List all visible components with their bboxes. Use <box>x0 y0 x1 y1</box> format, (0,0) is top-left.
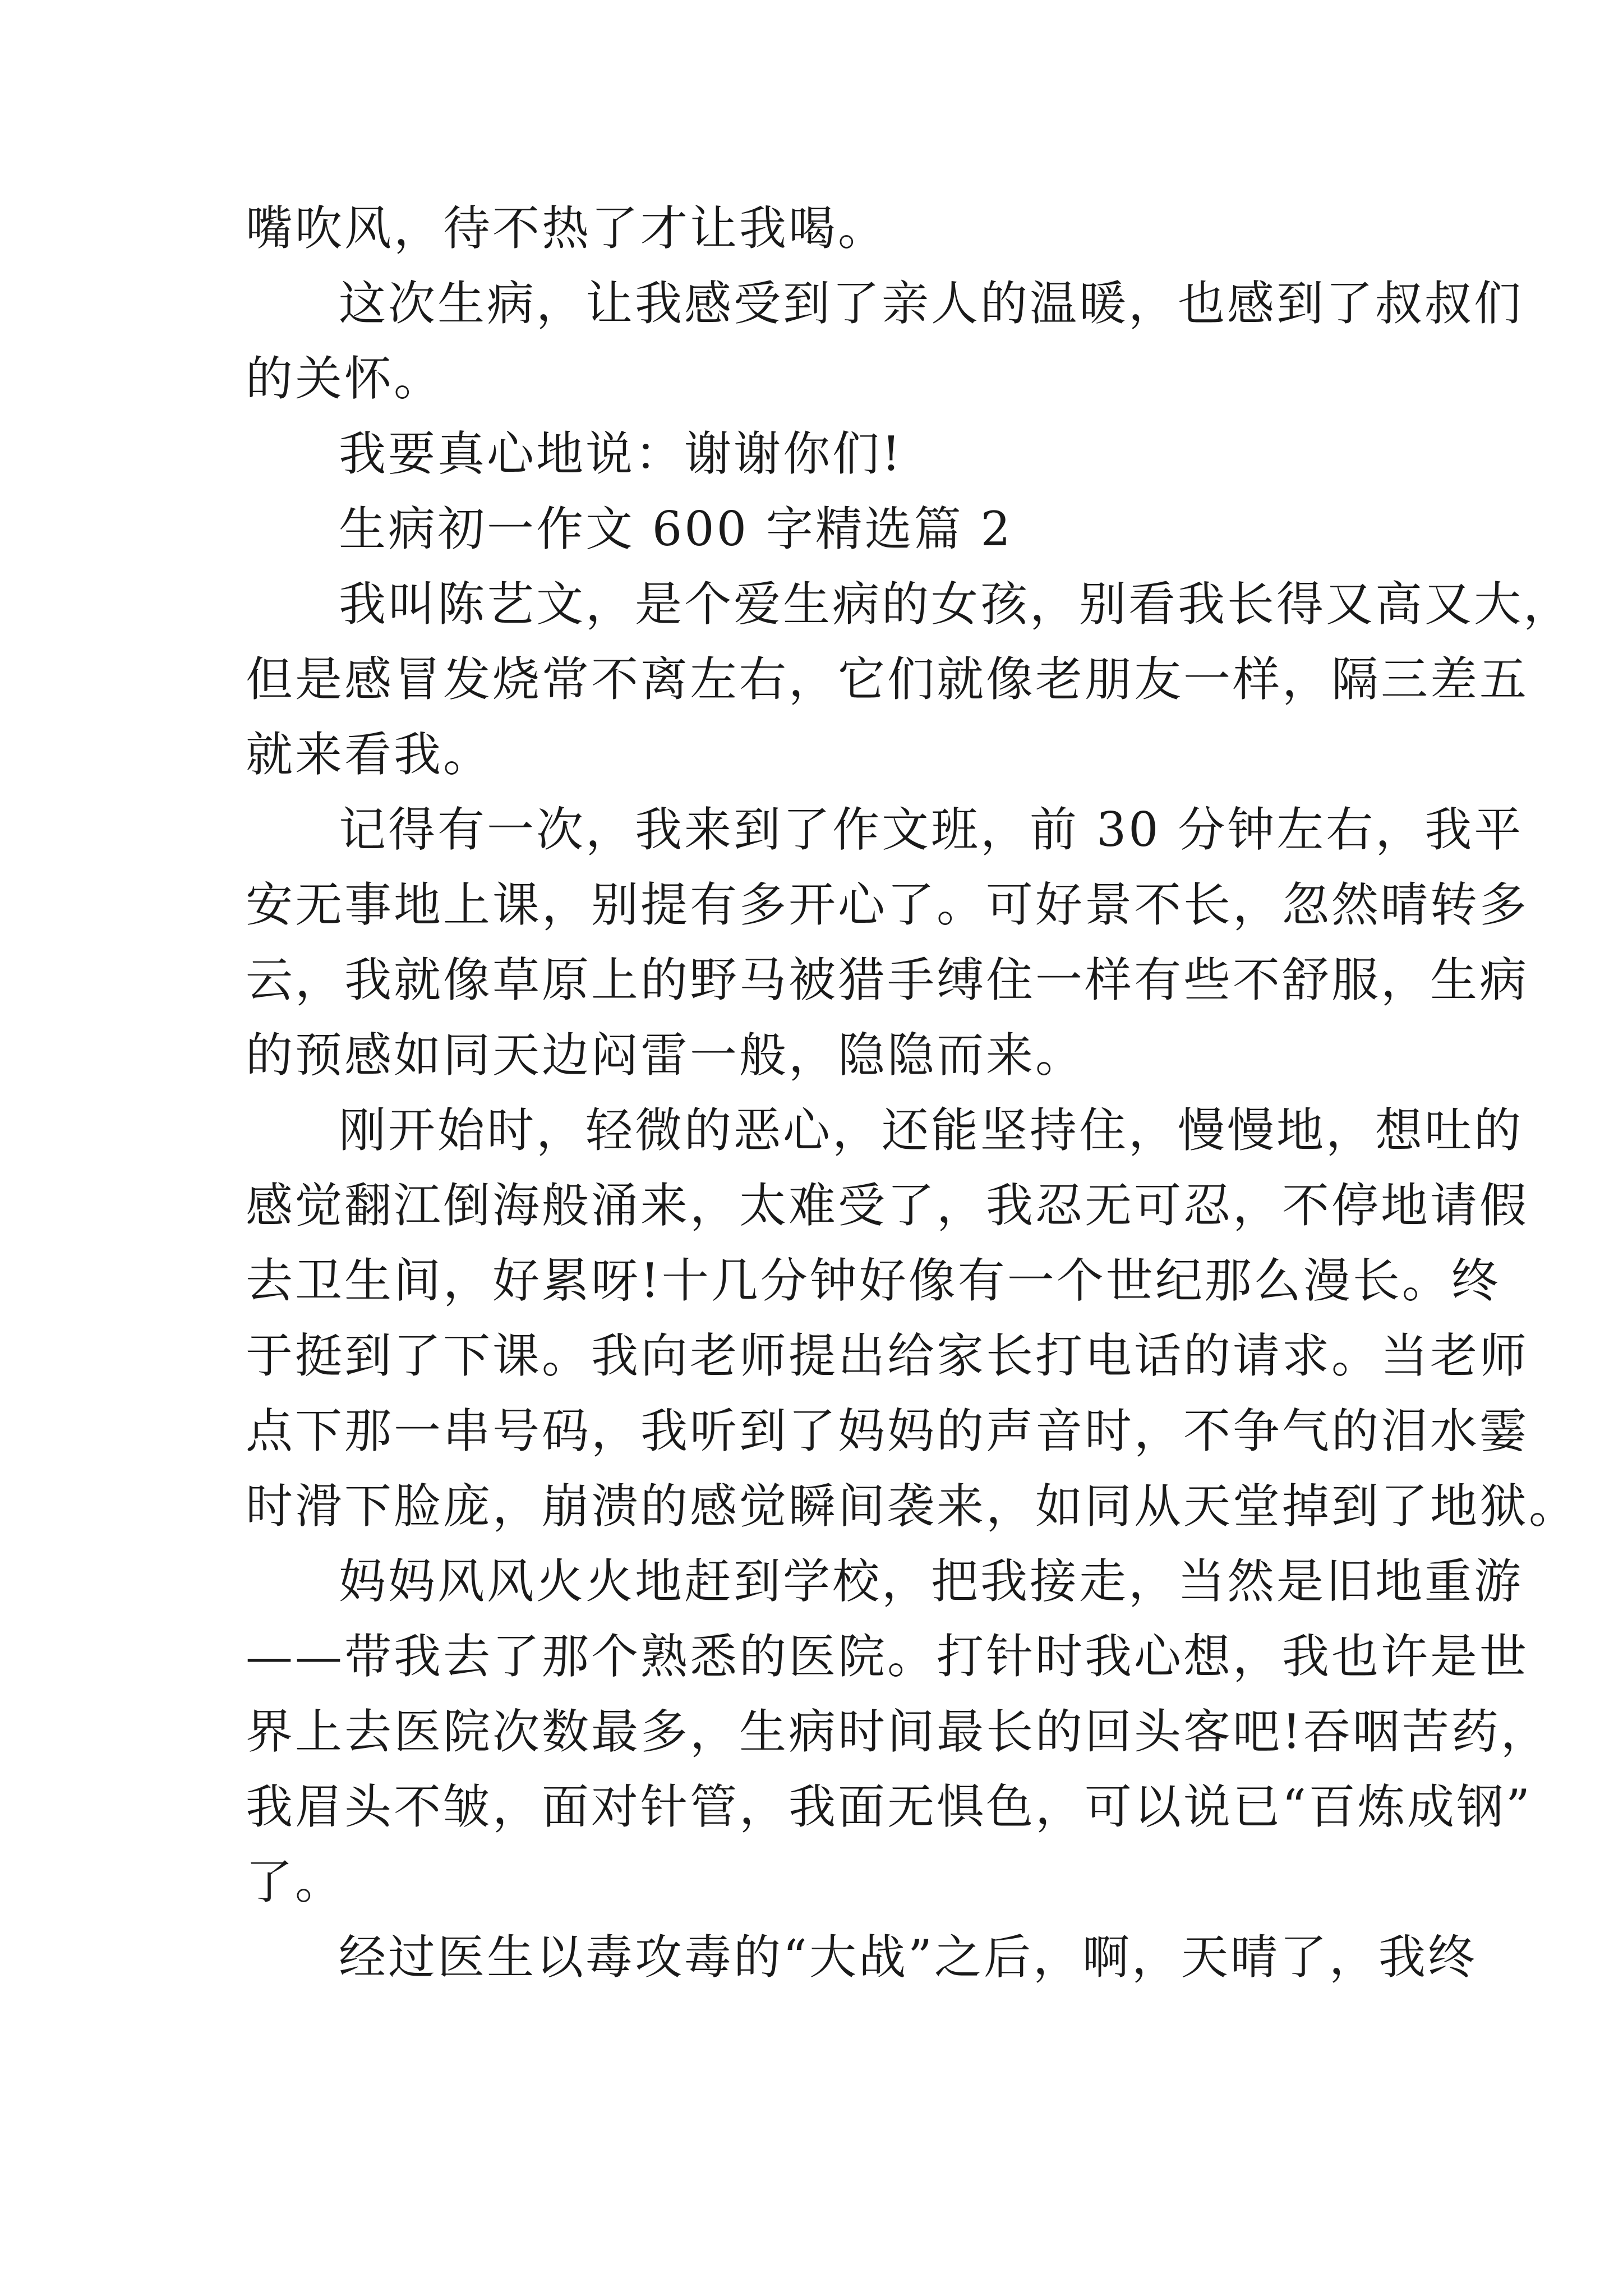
text-line: 于挺到了下课。我向老师提出给家长打电话的请求。当老师 <box>246 1328 1529 1383</box>
text-line: 的预感如同天边闷雷一般，隐隐而来。 <box>246 1028 1085 1083</box>
text-line: 这次生病，让我感受到了亲人的温暖，也感到了叔叔们 <box>339 276 1524 331</box>
text-line: 妈妈风风火火地赶到学校，把我接走，当然是旧地重游 <box>339 1554 1524 1609</box>
text-line: 我要真心地说：谢谢你们! <box>339 426 903 481</box>
text-line: 感觉翻江倒海般涌来，太难受了，我忍无可忍，不停地请假 <box>246 1178 1529 1233</box>
article-body <box>246 191 1579 1995</box>
text-line: 点下那一串号码，我听到了妈妈的声音时，不争气的泪水霎 <box>246 1404 1529 1458</box>
text-line: 时滑下脸庞，崩溃的感觉瞬间袭来，如同从天堂掉到了地狱。 <box>246 1479 1579 1534</box>
text-line: 我叫陈艺文，是个爱生病的女孩，别看我长得又高又大， <box>339 577 1573 632</box>
text-line: 去卫生间，好累呀!十几分钟好像有一个世纪那么漫长。终 <box>246 1253 1501 1308</box>
text-line: 我眉头不皱，面对针管，我面无惧色，可以说已“百炼成钢” <box>246 1779 1532 1834</box>
text-line: 刚开始时，轻微的恶心，还能坚持住，慢慢地，想吐的 <box>339 1103 1524 1158</box>
text-line: 安无事地上课，别提有多开心了。可好景不长，忽然晴转多 <box>246 877 1529 932</box>
text-line: 但是感冒发烧常不离左右，它们就像老朋友一样，隔三差五 <box>246 652 1529 707</box>
text-line: 云，我就像草原上的野马被猎手缚住一样有些不舒服，生病 <box>246 953 1529 1007</box>
text-line: ——带我去了那个熟悉的医院。打针时我心想，我也许是世 <box>246 1629 1529 1684</box>
text-line: 界上去医院次数最多，生病时间最长的回头客吧!吞咽苦药， <box>246 1704 1550 1759</box>
text-line: 的关怀。 <box>246 351 444 406</box>
text-line: 就来看我。 <box>246 727 493 782</box>
text-line: 记得有一次，我来到了作文班，前 30 分钟左右，我平 <box>339 802 1524 857</box>
text-line: 嘴吹风，待不热了才让我喝。 <box>246 201 888 256</box>
section-heading: 生病初一作文 600 字精选篇 2 <box>339 501 1013 556</box>
text-line: 了。 <box>246 1855 345 1910</box>
text-line: 经过医生以毒攻毒的“大战”之后，啊，天晴了，我终 <box>339 1930 1477 1985</box>
